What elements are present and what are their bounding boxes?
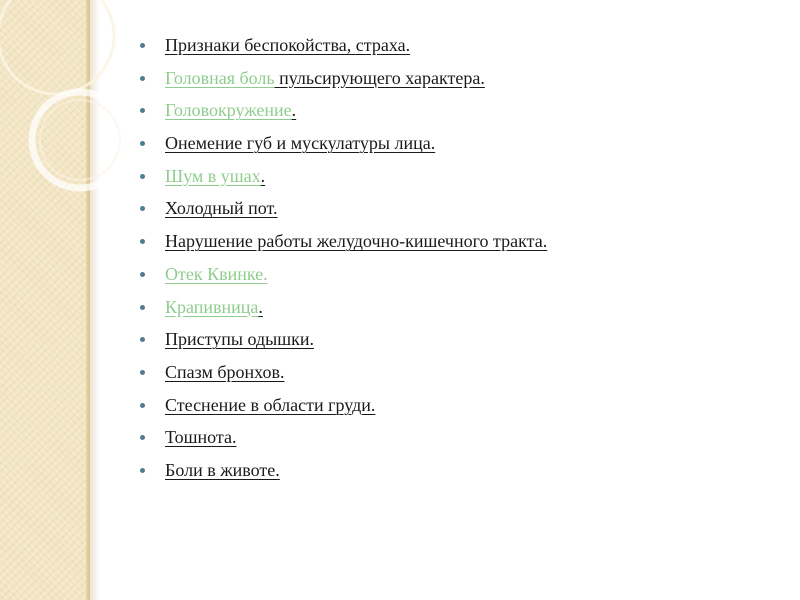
list-item <box>140 30 547 63</box>
list-item <box>140 226 547 259</box>
list-item <box>140 193 547 226</box>
bullet-icon <box>140 370 145 375</box>
item-text: Тошнота. <box>165 427 237 448</box>
item-text: Онемение губ и мускулатуры лица. <box>165 133 436 154</box>
item-link-urticaria[interactable]: Крапивница <box>165 296 259 317</box>
symptom-list <box>140 30 547 488</box>
list-item <box>140 390 547 423</box>
bullet-icon <box>140 206 145 211</box>
item-text: Спазм бронхов. <box>165 361 285 382</box>
bullet-icon <box>140 305 145 310</box>
item-link-headache[interactable]: Головная боль <box>165 67 275 88</box>
item-text: . <box>291 100 297 121</box>
bullet-icon <box>140 108 145 113</box>
list-item <box>140 63 547 96</box>
bullet-icon <box>140 174 145 179</box>
bullet-icon <box>140 468 145 473</box>
item-text: Холодный пот. <box>165 198 278 219</box>
item-text: пульсирующего характера. <box>274 67 485 88</box>
item-text: Признаки беспокойства, страха. <box>165 35 411 55</box>
bullet-icon <box>140 239 145 244</box>
bullet-icon <box>140 76 145 81</box>
list-item <box>140 324 547 357</box>
list-item <box>140 455 547 488</box>
list-item <box>140 161 547 194</box>
bullet-icon <box>140 435 145 440</box>
bullet-icon <box>140 272 145 277</box>
list-item <box>140 95 547 128</box>
item-text: Стеснение в области груди. <box>165 394 376 415</box>
item-text: Нарушение работы желудочно-кишечного тракта. <box>165 231 548 252</box>
item-text: Приступы одышки. <box>165 329 314 350</box>
bullet-icon <box>140 43 145 48</box>
bullet-icon <box>140 403 145 408</box>
list-item <box>140 259 547 292</box>
list-item <box>140 128 547 161</box>
bullet-icon <box>140 141 145 146</box>
item-text: Боли в животе. <box>165 459 280 480</box>
list-item <box>140 292 547 325</box>
list-item <box>140 422 547 455</box>
bullet-icon <box>140 337 145 342</box>
item-text: . <box>260 165 266 186</box>
item-link-tinnitus[interactable]: Шум в ушах <box>165 165 261 186</box>
item-text: . <box>258 296 263 317</box>
item-link-quincke-edema[interactable]: Отек Квинке. <box>165 263 268 284</box>
item-link-dizziness[interactable]: Головокружение <box>165 100 292 121</box>
list-item <box>140 357 547 390</box>
decorative-rings <box>0 0 140 220</box>
